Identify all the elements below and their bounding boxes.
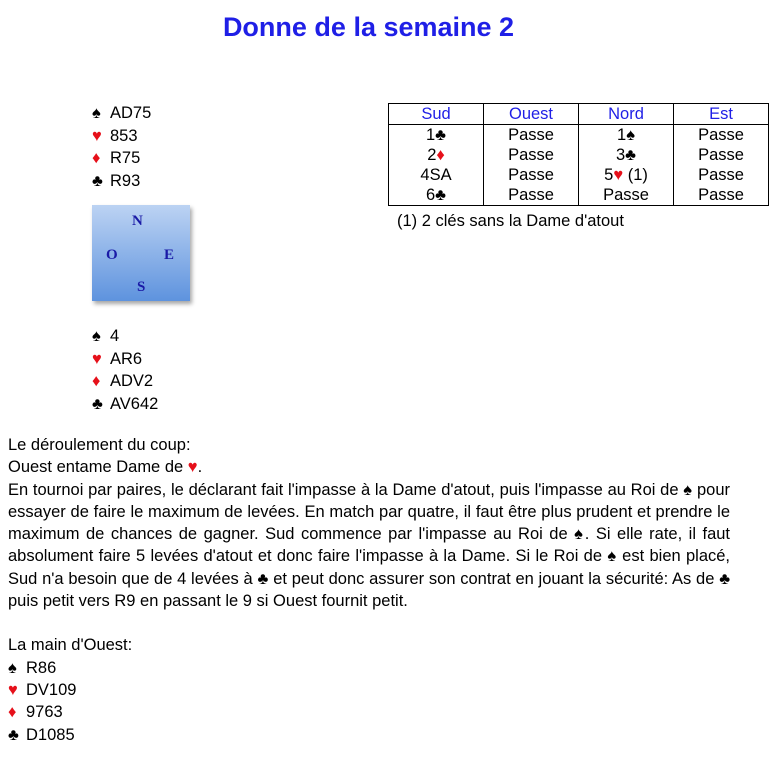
compass-west: O [106, 247, 118, 263]
bid-cell: 1♣ [389, 125, 484, 146]
club-icon: ♣ [719, 569, 731, 588]
commentary [8, 434, 730, 746]
diamond-icon: ♦ [92, 149, 101, 167]
west-clubs: D1085 [26, 725, 75, 744]
south-clubs: AV642 [110, 394, 159, 413]
north-hearts: 853 [110, 126, 138, 145]
north-diamonds: R75 [110, 149, 141, 167]
spade-icon: ♠ [8, 658, 17, 677]
south-hand [92, 325, 158, 415]
spade-icon: ♠ [683, 480, 693, 499]
bidding-table [388, 103, 769, 206]
south-diamonds: ADV2 [110, 372, 154, 390]
compass-north: N [132, 213, 143, 229]
north-hand [92, 102, 151, 192]
commentary-paragraph: En tournoi par paires, le déclarant fait l'impasse à la Dame d'atout, puis l'impasse au Roi de ♠ pour essayer de faire le maximum de levées. En match par quatre, il faut être plus prudent et prendre le maximum de chances de gagner. Sud commence par l'impasse au Roi de ♠. Si elle rate, il faut absolument faire 5 levées d'atout et donc faire l'impasse à la Dame. Si le Roi de ♠ est bien placé, Sud n'a besoin que de 4 levées à ♣ et peut donc assurer son contrat en jouant la sécurité: As de ♣ puis petit vers R9 en passant le 9 si Ouest fournit petit. [8, 480, 731, 611]
heart-icon: ♥ [92, 349, 102, 368]
bidding-header-nord: Nord [579, 104, 674, 125]
page-title: Donne de la semaine 2 [222, 12, 515, 42]
club-icon: ♣ [8, 725, 19, 744]
bid-cell: Passe [674, 165, 769, 185]
bid-cell: 1♠ [579, 125, 674, 146]
club-icon: ♣ [92, 394, 103, 413]
bid-cell: Passe [674, 125, 769, 146]
bidding-note: (1) 2 clés sans la Dame d'atout [397, 212, 624, 230]
bid-cell: Passe [484, 145, 579, 165]
bidding-body [389, 125, 769, 206]
bidding-row [389, 185, 769, 206]
compass-table-diagram [92, 205, 190, 301]
bidding-row [389, 145, 769, 165]
compass-south: S [137, 279, 146, 295]
south-spades: 4 [110, 327, 120, 345]
bid-cell: 5♥ (1) [579, 165, 674, 185]
bidding-header-sud: Sud [389, 104, 484, 125]
bidding-header-est: Est [674, 104, 769, 125]
heart-icon: ♥ [187, 458, 198, 477]
west-hearts: DV109 [26, 680, 77, 699]
heart-icon: ♥ [8, 680, 18, 699]
west-hand-heading: La main d'Ouest: [8, 636, 133, 655]
north-clubs: R93 [110, 171, 141, 190]
opening-lead: Ouest entame Dame de ♥. [8, 458, 203, 477]
bid-cell: Passe [484, 125, 579, 146]
bid-cell: 2♦ [389, 145, 484, 165]
club-icon: ♣ [92, 171, 103, 190]
west-hand [8, 657, 730, 746]
heart-icon: ♥ [92, 126, 102, 145]
bid-cell: Passe [579, 185, 674, 206]
diamond-icon: ♦ [92, 372, 101, 390]
bid-cell: Passe [674, 185, 769, 206]
bid-cell: Passe [484, 165, 579, 185]
bid-cell: 6♣ [389, 185, 484, 206]
spade-icon: ♠ [92, 327, 101, 345]
commentary-heading: Le déroulement du coup: [8, 436, 191, 454]
compass-east: E [164, 247, 175, 263]
bid-cell: Passe [674, 145, 769, 165]
bidding-row [389, 125, 769, 146]
bidding-row [389, 165, 769, 185]
bid-cell: Passe [484, 185, 579, 206]
spade-icon: ♠ [607, 547, 617, 566]
bid-cell: 4SA [389, 165, 484, 185]
bid-cell: 3♣ [579, 145, 674, 165]
south-hearts: AR6 [110, 349, 143, 368]
west-diamonds: 9763 [26, 703, 63, 722]
club-icon: ♣ [257, 569, 269, 588]
diamond-icon: ♦ [8, 703, 17, 722]
bidding-header-ouest: Ouest [484, 104, 579, 125]
spade-icon: ♠ [92, 104, 101, 122]
spade-icon: ♠ [574, 525, 585, 544]
north-spades: AD75 [110, 104, 152, 122]
west-spades: R86 [26, 658, 57, 677]
